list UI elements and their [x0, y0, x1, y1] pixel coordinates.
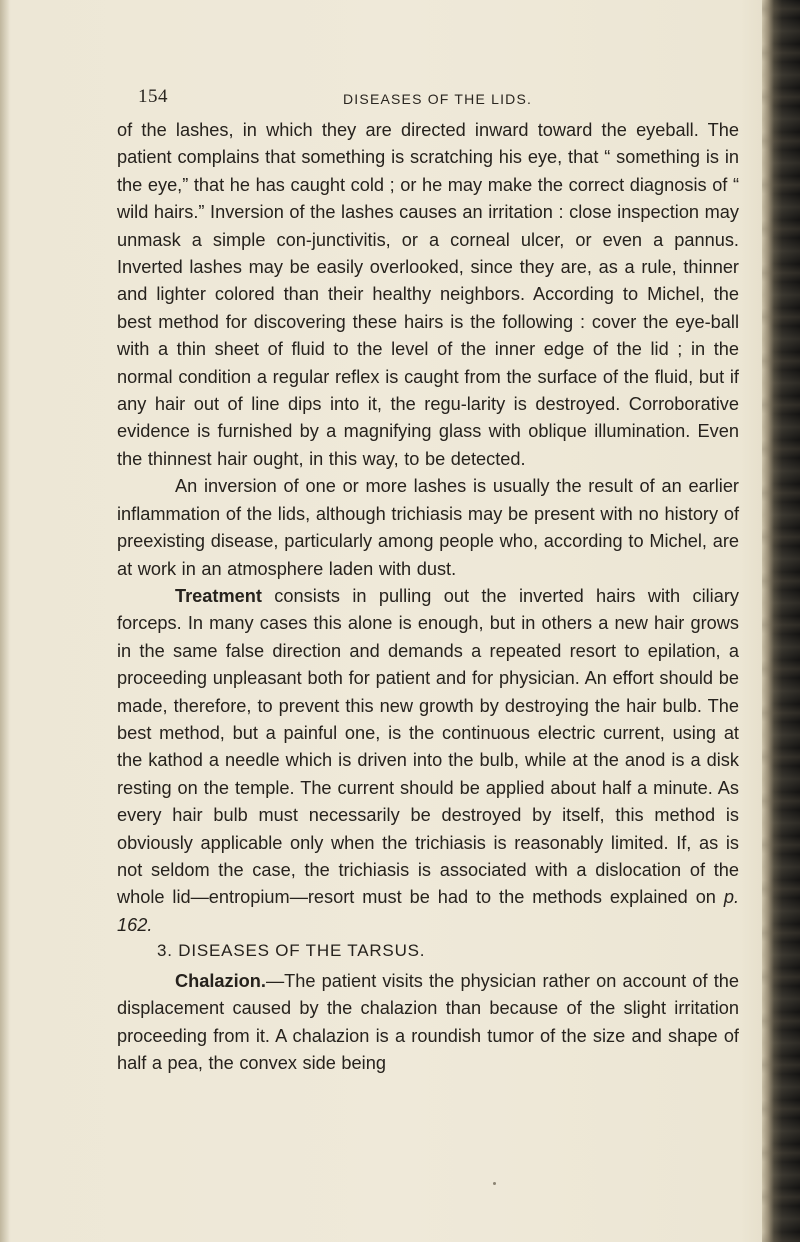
paper-speck: [493, 1182, 496, 1185]
page-gutter-shadow: [0, 0, 10, 1242]
page-number: 154: [138, 86, 168, 107]
treatment-text: consists in pulling out the inverted hairs with ciliary forceps. In many cases this alone is enough, but in others a new hair grows in the same false direction and demands a repeated resort to epilation, a proceeding unpleasant both for patient and for physician. An effort should be made, therefore, to prevent this new growth by destroying the hair bulb. The best method, but a painful one, is the continuous electric current, using at the kathod a needle which is driven into the bulb, while at the anod is a disk resting on the temple. The current should be applied about half a minute. As every hair bulb must necessarily be destroyed by itself, this method is obviously applicable only when the trichiasis is reasonably limited. If, as is not seldom the case, the trichiasis is associated with a dislocation of the whole lid—entropium—resort must be had to the methods explained on: [117, 585, 739, 908]
treatment-lead-term: Treatment: [175, 585, 262, 606]
body-text: [117, 117, 739, 939]
section-body: [117, 968, 739, 1078]
binding-edge-texture: [762, 0, 800, 1242]
section-heading: 3. DISEASES OF THE TARSUS.: [157, 941, 426, 960]
paragraph-treatment: [117, 583, 739, 939]
paragraph-chalazion: [117, 968, 739, 1078]
chalazion-lead-term: Chalazion.: [175, 971, 266, 991]
paragraph-inversion-cause: An inversion of one or more lashes is usually the result of an earlier inflammation of the lids, although trichiasis may be present with no history of preexisting disease, particularly among people who, according to Michel, are at work in an atmosphere laden with dust.: [117, 476, 739, 579]
page-reference: p. 162.: [117, 887, 739, 935]
running-head: DISEASES OF THE LIDS.: [343, 91, 533, 107]
paragraph-lashes-inversion: of the lashes, in which they are directed inward toward the eyeball. The patient complains that something is scratching his eye, that “ something is in the eye,” that he has caught cold ; or he may make the correct diagnosis of “ wild hairs.” Inversion of the lashes causes an irritation : close inspection may unmask a simple con-junctivitis, or a corneal ulcer, or even a pannus. Inverted lashes may be easily overlooked, since they are, as a rule, thinner and lighter colored than their healthy neighbors. According to Michel, the best method for discovering these hairs is the following : cover the eye-ball with a thin sheet of fluid to the level of the inner edge of the lid ; in the normal condition a regular reflex is caught from the surface of the fluid, but if any hair out of line dips into it, the regu-larity is destroyed. Corroborative evidence is furnished by a magnifying glass with oblique illumination. Even the thinnest hair ought, in this way, to be detected.: [117, 120, 739, 469]
chalazion-text: —The patient visits the physician rather on account of the displacement caused by the chalazion than because of the slight irritation proceeding from it. A chalazion is a roundish tumor of the size and shape of half a pea, the convex side being: [117, 971, 739, 1074]
